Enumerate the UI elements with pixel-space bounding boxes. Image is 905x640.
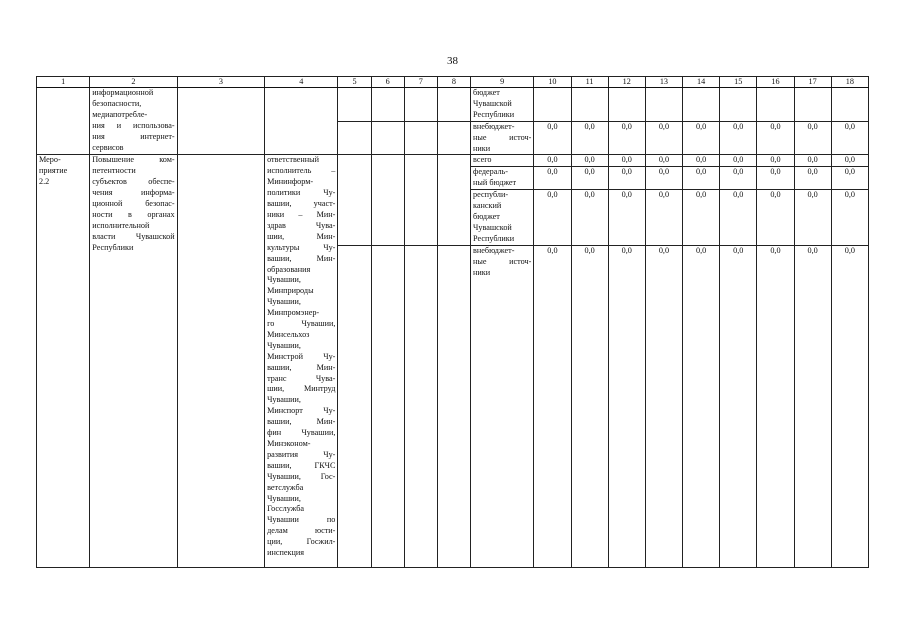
text-line: медиапотребле- bbox=[92, 109, 148, 119]
cell-value: 0,0 bbox=[534, 155, 571, 167]
column-header-13: 13 bbox=[645, 77, 682, 88]
text-line: ния интернет- bbox=[92, 131, 175, 141]
text-line: власти Чувашской bbox=[92, 231, 175, 241]
text-line: канский bbox=[473, 201, 502, 211]
text-line: внебюджет- bbox=[473, 245, 515, 255]
text-line: шии, Минтруд bbox=[267, 384, 336, 394]
text-line: Повышение ком- bbox=[92, 155, 175, 165]
column-header-1: 1 bbox=[37, 77, 90, 88]
text-line: безопасности, bbox=[92, 98, 142, 108]
cell-value: 0,0 bbox=[794, 245, 831, 567]
cell-col5 bbox=[338, 245, 371, 567]
cell-value bbox=[831, 88, 868, 122]
text-line: Чувашии, bbox=[267, 395, 301, 405]
text-line: 2.2 bbox=[39, 177, 50, 187]
cell-value: 0,0 bbox=[794, 155, 831, 167]
cell-value: 0,0 bbox=[534, 245, 571, 567]
cell-value: 0,0 bbox=[645, 190, 682, 246]
text-line: ники bbox=[473, 143, 491, 153]
text-line: Республики bbox=[473, 109, 515, 119]
cell-col6 bbox=[371, 88, 404, 122]
cell-source bbox=[471, 245, 534, 567]
text-line: фин Чувашии, bbox=[267, 428, 336, 438]
text-line: Минсельхоз bbox=[267, 329, 310, 339]
table-row bbox=[37, 155, 869, 167]
text-line: Республики bbox=[473, 233, 515, 243]
text-line: ники bbox=[473, 267, 491, 277]
cell-value: 0,0 bbox=[720, 167, 757, 190]
cell-value: 0,0 bbox=[831, 155, 868, 167]
text-line: Госслужба bbox=[267, 504, 305, 514]
cell-value: 0,0 bbox=[683, 245, 720, 567]
text-line: Чувашской bbox=[473, 222, 512, 232]
text-line: ции, Госжил- bbox=[267, 537, 336, 547]
cell-value: 0,0 bbox=[571, 190, 608, 246]
text-line: Чувашии, bbox=[267, 493, 301, 503]
cell-col3 bbox=[177, 88, 264, 155]
cell-value: 0,0 bbox=[831, 245, 868, 567]
column-header-17: 17 bbox=[794, 77, 831, 88]
cell-value: 0,0 bbox=[757, 121, 794, 155]
text-line: ционной безопас- bbox=[92, 199, 175, 209]
text-line: бюджет bbox=[473, 211, 500, 221]
text-line: развития Чу- bbox=[267, 449, 336, 459]
cell-measure-id bbox=[37, 155, 90, 567]
cell-value: 0,0 bbox=[794, 167, 831, 190]
text-line: ответственный bbox=[267, 155, 320, 165]
text-line: федераль- bbox=[473, 167, 509, 177]
cell-value: 0,0 bbox=[534, 121, 571, 155]
text-line: ные источ- bbox=[473, 132, 532, 142]
cell-source bbox=[471, 88, 534, 122]
column-header-16: 16 bbox=[757, 77, 794, 88]
cell-col7 bbox=[404, 121, 437, 155]
cell-value: 0,0 bbox=[720, 190, 757, 246]
cell-col7 bbox=[404, 245, 437, 567]
cell-value bbox=[794, 88, 831, 122]
text-line: ники – Мин- bbox=[267, 209, 336, 219]
cell-col7 bbox=[404, 155, 437, 245]
cell-col5 bbox=[338, 121, 371, 155]
cell-measure-title bbox=[90, 155, 177, 567]
text-line: Минспорт Чу- bbox=[267, 406, 336, 416]
cell-value: 0,0 bbox=[608, 155, 645, 167]
text-line: сервисов bbox=[92, 142, 124, 152]
cell-col8 bbox=[437, 121, 470, 155]
column-header-11: 11 bbox=[571, 77, 608, 88]
cell-executors bbox=[265, 155, 338, 567]
cell-value: 0,0 bbox=[757, 155, 794, 167]
cell-col8 bbox=[437, 155, 470, 245]
text-line: Чувашии по bbox=[267, 515, 336, 525]
cell-col2-continuation bbox=[90, 88, 177, 155]
text-line: ности в органах bbox=[92, 209, 175, 219]
cell-value: 0,0 bbox=[571, 245, 608, 567]
text-line: Меро- bbox=[39, 155, 61, 165]
text-line: го Чувашии, bbox=[267, 319, 336, 329]
cell-value: 0,0 bbox=[534, 190, 571, 246]
text-line: Чувашии, bbox=[267, 275, 301, 285]
cell-value: 0,0 bbox=[757, 167, 794, 190]
cell-value: 0,0 bbox=[571, 121, 608, 155]
text-line: Минэконом- bbox=[267, 439, 311, 448]
text-line: Чувашии, bbox=[267, 297, 301, 307]
text-line: Республики bbox=[92, 242, 134, 252]
column-header-12: 12 bbox=[608, 77, 645, 88]
text-line: ветслужба bbox=[267, 482, 304, 492]
text-line: вашии, Мин- bbox=[267, 253, 336, 263]
cell-col8 bbox=[437, 88, 470, 122]
cell-value: 0,0 bbox=[608, 121, 645, 155]
text-line: вашии, участ- bbox=[267, 199, 336, 209]
text-line: Минстрой Чу- bbox=[267, 351, 336, 361]
cell-value: 0,0 bbox=[683, 155, 720, 167]
cell-value bbox=[571, 88, 608, 122]
text-line: Минпромэнер- bbox=[267, 308, 320, 318]
cell-source bbox=[471, 121, 534, 155]
cell-col8 bbox=[437, 245, 470, 567]
column-header-15: 15 bbox=[720, 77, 757, 88]
text-line: культуры Чу- bbox=[267, 242, 336, 252]
cell-col5 bbox=[338, 88, 371, 122]
cell-value: 0,0 bbox=[571, 155, 608, 167]
cell-source bbox=[471, 167, 534, 190]
cell-value bbox=[534, 88, 571, 122]
text-line: внебюджет- bbox=[473, 121, 515, 131]
cell-value: 0,0 bbox=[720, 245, 757, 567]
cell-value: 0,0 bbox=[831, 190, 868, 246]
text-line: делам юсти- bbox=[267, 526, 336, 536]
text-line: образования bbox=[267, 264, 311, 274]
text-line: шии, Мин- bbox=[267, 231, 336, 241]
text-line: республи- bbox=[473, 190, 509, 200]
column-header-10: 10 bbox=[534, 77, 571, 88]
cell-value: 0,0 bbox=[608, 190, 645, 246]
column-header-14: 14 bbox=[683, 77, 720, 88]
cell-value bbox=[683, 88, 720, 122]
column-header-9: 9 bbox=[471, 77, 534, 88]
text-line: ный бюджет bbox=[473, 178, 517, 188]
cell-value bbox=[608, 88, 645, 122]
column-header-6: 6 bbox=[371, 77, 404, 88]
text-line: Чувашии, Гос- bbox=[267, 471, 336, 481]
cell-value: 0,0 bbox=[757, 190, 794, 246]
cell-value: 0,0 bbox=[831, 167, 868, 190]
column-header-18: 18 bbox=[831, 77, 868, 88]
text-line: вашии, ГКЧС bbox=[267, 460, 336, 470]
cell-col5 bbox=[338, 155, 371, 245]
cell-value: 0,0 bbox=[683, 121, 720, 155]
cell-source bbox=[471, 190, 534, 246]
column-header-2: 2 bbox=[90, 77, 177, 88]
cell-value: 0,0 bbox=[645, 121, 682, 155]
text-line: политики Чу- bbox=[267, 188, 336, 198]
text-line: ния и использова- bbox=[92, 120, 175, 130]
cell-value bbox=[757, 88, 794, 122]
column-header-4: 4 bbox=[265, 77, 338, 88]
text-line: Чувашии, bbox=[267, 340, 301, 350]
text-line: всего bbox=[473, 155, 492, 165]
cell-value: 0,0 bbox=[645, 167, 682, 190]
cell-value: 0,0 bbox=[645, 155, 682, 167]
cell-value: 0,0 bbox=[645, 245, 682, 567]
cell-value: 0,0 bbox=[794, 121, 831, 155]
column-header-8: 8 bbox=[437, 77, 470, 88]
text-line: Мининформ- bbox=[267, 177, 314, 187]
text-line: Минприроды bbox=[267, 286, 314, 296]
cell-value bbox=[720, 88, 757, 122]
cell-value: 0,0 bbox=[720, 155, 757, 167]
cell-value bbox=[645, 88, 682, 122]
cell-value: 0,0 bbox=[534, 167, 571, 190]
cell-source bbox=[471, 155, 534, 167]
cell-col4 bbox=[265, 88, 338, 155]
text-line: чения информа- bbox=[92, 188, 175, 198]
table-row bbox=[37, 88, 869, 122]
text-line: информационной bbox=[92, 88, 154, 97]
cell-col6 bbox=[371, 155, 404, 245]
cell-value: 0,0 bbox=[720, 121, 757, 155]
cell-value: 0,0 bbox=[571, 167, 608, 190]
text-line: исполнительной bbox=[92, 220, 150, 230]
cell-col6 bbox=[371, 121, 404, 155]
cell-value: 0,0 bbox=[608, 245, 645, 567]
cell-value: 0,0 bbox=[794, 190, 831, 246]
cell-value: 0,0 bbox=[608, 167, 645, 190]
text-line: инспекция bbox=[267, 548, 304, 558]
cell-col6 bbox=[371, 245, 404, 567]
text-line: вашии, Мин- bbox=[267, 362, 336, 372]
text-line: вашии, Мин- bbox=[267, 417, 336, 427]
cell-value: 0,0 bbox=[683, 167, 720, 190]
column-header-3: 3 bbox=[177, 77, 264, 88]
text-line: приятие bbox=[39, 166, 68, 176]
cell-col3 bbox=[177, 155, 264, 567]
cell-value: 0,0 bbox=[683, 190, 720, 246]
cell-value: 0,0 bbox=[757, 245, 794, 567]
text-line: транс Чува- bbox=[267, 373, 336, 383]
page-number: 38 bbox=[447, 55, 458, 67]
text-line: Чувашской bbox=[473, 98, 512, 108]
text-line: ные источ- bbox=[473, 256, 532, 266]
column-header-5: 5 bbox=[338, 77, 371, 88]
text-line: здрав Чува- bbox=[267, 220, 336, 230]
cell-col1 bbox=[37, 88, 90, 155]
text-line: исполнитель – bbox=[267, 166, 336, 176]
text-line: петентности bbox=[92, 166, 136, 176]
budget-table bbox=[36, 76, 869, 568]
header-row bbox=[37, 77, 869, 88]
column-header-7: 7 bbox=[404, 77, 437, 88]
cell-col7 bbox=[404, 88, 437, 122]
cell-value: 0,0 bbox=[831, 121, 868, 155]
text-line: бюджет bbox=[473, 88, 500, 97]
text-line: субъектов обеспе- bbox=[92, 177, 175, 187]
